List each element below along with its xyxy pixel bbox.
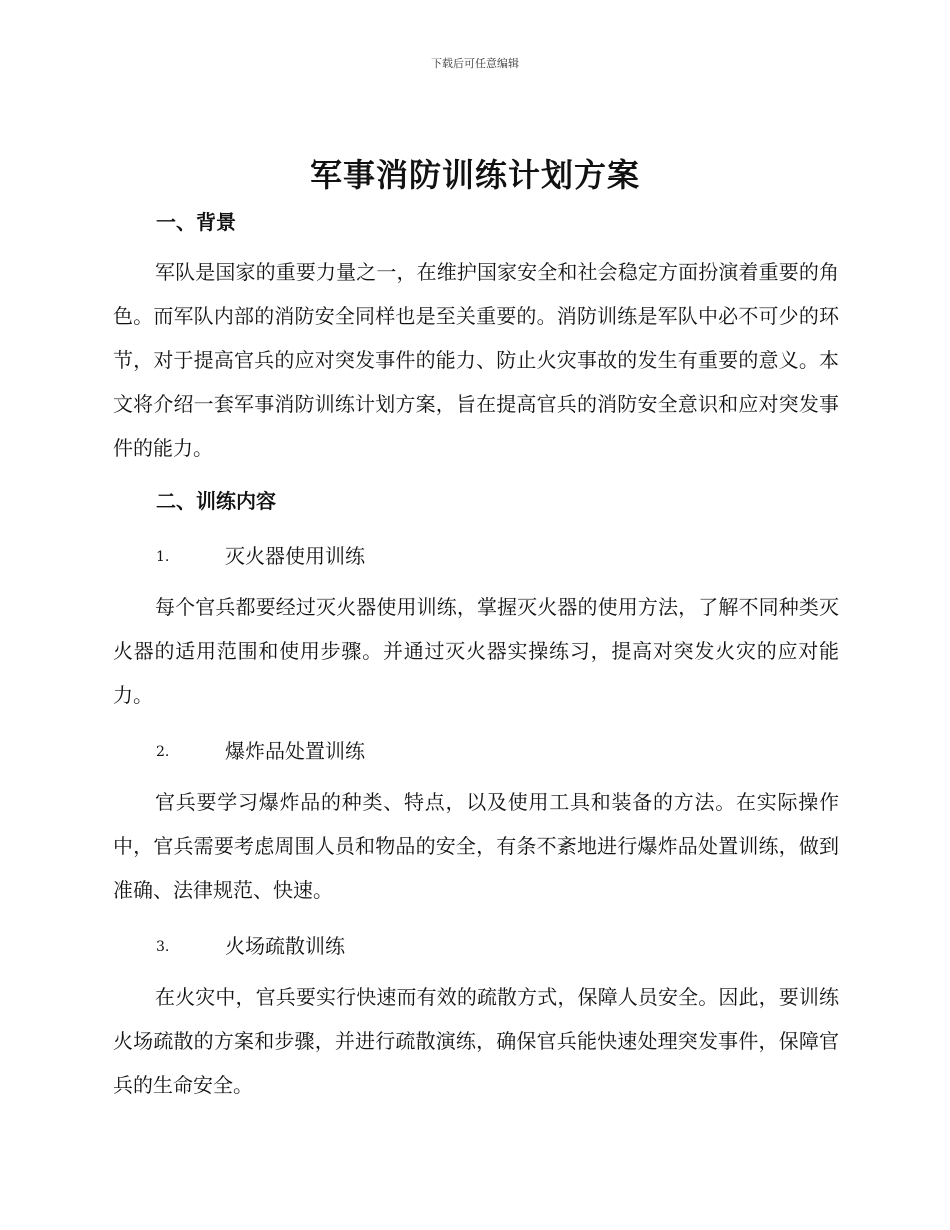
sub-item-1 [156,540,365,569]
sub-item-2 [156,735,365,764]
sub-item-number: 1. [156,549,170,565]
sub-item-3 [156,930,345,959]
section-heading-background: 一、背景 [156,210,236,234]
section-heading-training-content: 二、训练内容 [156,489,276,513]
paragraph-background: 军队是国家的重要力量之一，在维护国家安全和社会稳定方面扮演着重要的角色。而军队内部的消防安全同样也是至关重要的。消防训练是军队中必不可少的环节，对于提高官兵的应对突发事件的能力、防止火灾事故的发生有重要的意义。本文将介绍一套军事消防训练计划方案，旨在提高官兵的消防安全意识和应对突发事件的能力。 [113,260,839,460]
header-note: 下载后可任意编辑 [431,57,519,70]
sub-item-title: 爆炸品处置训练 [225,739,365,763]
sub-item-title: 火场疏散训练 [225,934,345,958]
paragraph-item-3: 在火灾中，官兵要实行快速而有效的疏散方式，保障人员安全。因此，要训练火场疏散的方案和步骤，并进行疏散演练，确保官兵能快速处理突发事件，保障官兵的生命安全。 [113,985,839,1097]
sub-item-number: 3. [156,939,170,955]
document-title: 军事消防训练计划方案 [309,156,640,194]
sub-item-title: 灭火器使用训练 [225,544,365,568]
paragraph-item-2: 官兵要学习爆炸品的种类、特点，以及使用工具和装备的方法。在实际操作中，官兵需要考虑周围人员和物品的安全，有条不紊地进行爆炸品处置训练，做到准确、法律规范、快速。 [113,790,839,902]
paragraph-item-1: 每个官兵都要经过灭火器使用训练，掌握灭火器的使用方法，了解不同种类灭火器的适用范围和使用步骤。并通过灭火器实操练习，提高对突发火灾的应对能力。 [113,595,839,707]
sub-item-number: 2. [156,744,170,760]
